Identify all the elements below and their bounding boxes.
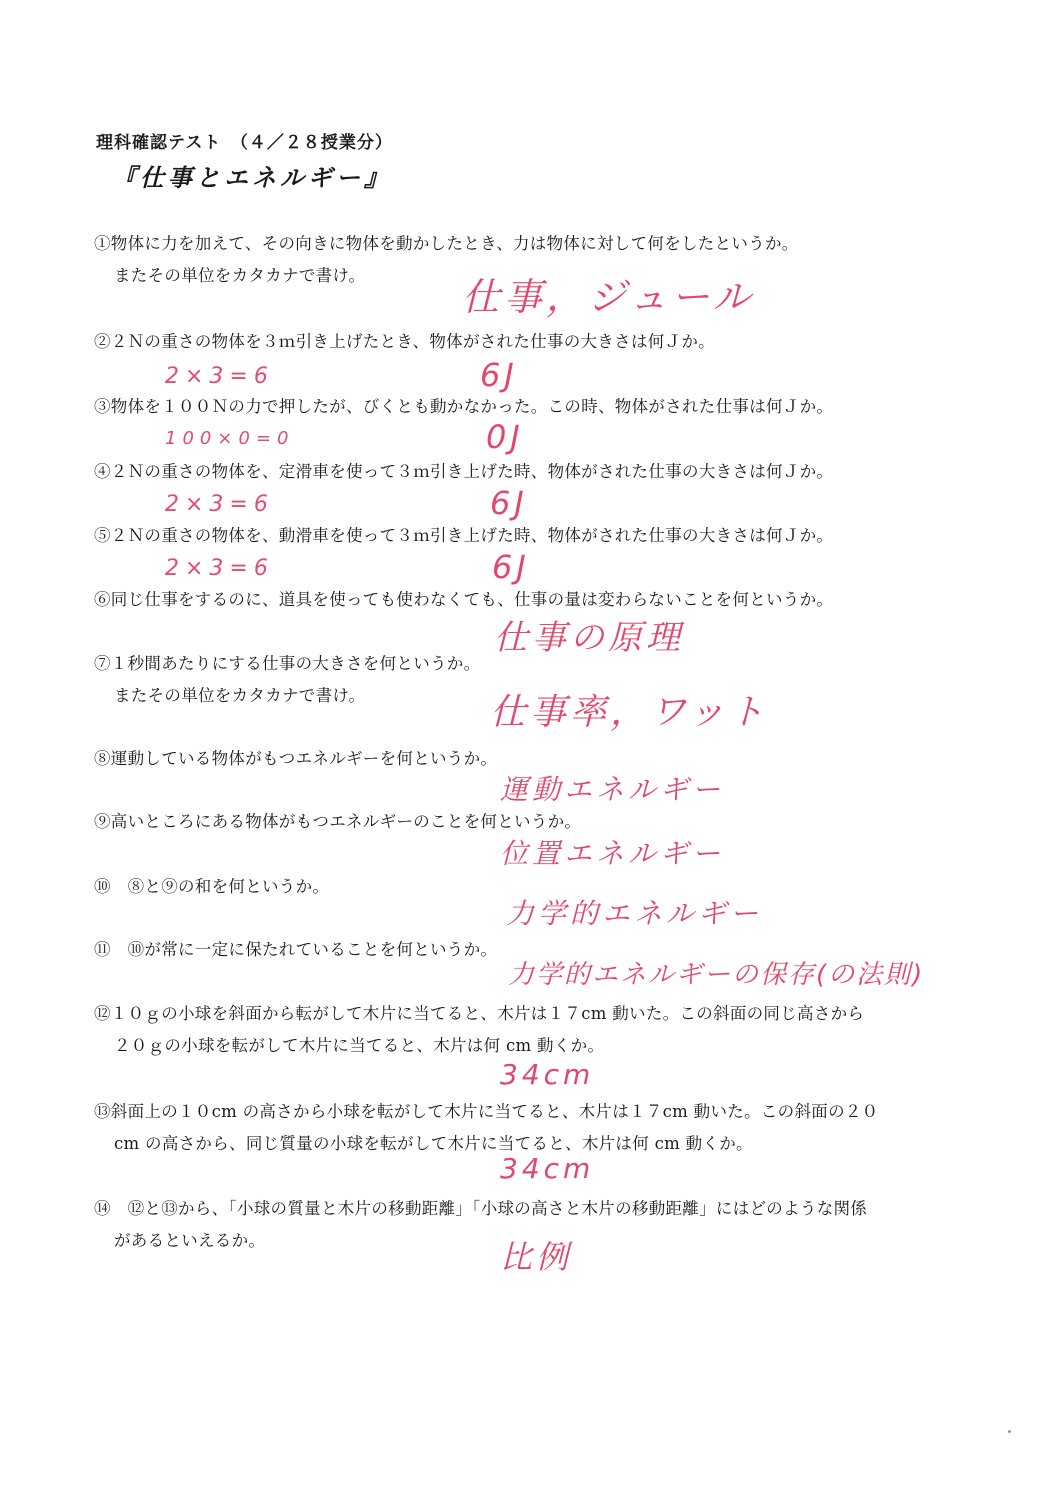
question-14-line2: があるといえるか。 [114, 1231, 266, 1250]
question-6: ⑥同じ仕事をするのに、道具を使っても使わなくても、仕事の量は変わらないことを何というか。 [94, 590, 834, 609]
scan-speck [1008, 1430, 1011, 1433]
answer-8: 運動エネルギー [500, 773, 725, 806]
calc-4: 2×3=6 [165, 492, 274, 517]
question-10: ⑩ ⑧と⑨の和を何というか。 [94, 877, 330, 896]
answer-12: 34cm [500, 1058, 595, 1091]
answer-7: 仕事率，ワット [490, 692, 769, 733]
calc-5: 2×3=6 [165, 556, 274, 581]
question-7: ⑦１秒間あたりにする仕事の大きさを何というか。 [94, 654, 481, 673]
question-13-line2: cm の高さから、同じ質量の小球を転がして木片に当てると、木片は何 cm 動くか。 [114, 1134, 753, 1153]
answer-13: 34cm [500, 1152, 595, 1185]
question-5: ⑤２Ｎの重さの物体を、動滑車を使って３ｍ引き上げた時、物体がされた仕事の大きさは何Ｊか。 [94, 526, 834, 545]
answer-10: 力学的エネルギー [506, 897, 763, 930]
question-4: ④２Ｎの重さの物体を、定滑車を使って３ｍ引き上げた時、物体がされた仕事の大きさは何Ｊか。 [94, 462, 834, 481]
question-1-line2: またその単位をカタカナで書け。 [114, 266, 366, 285]
question-3: ③物体を１００Ｎの力で押したが、びくとも動かなかった。この時、物体がされた仕事は何Ｊか。 [94, 397, 834, 416]
answer-3: 0J [486, 418, 524, 456]
question-14: ⑭ ⑫と⑬から、「小球の質量と木片の移動距離」「小球の高さと木片の移動距離」にはどのような関係 [94, 1199, 868, 1218]
answer-14: 比例 [500, 1238, 573, 1276]
question-8: ⑧運動している物体がもつエネルギーを何というか。 [94, 749, 498, 768]
question-2: ②２Ｎの重さの物体を３ｍ引き上げたとき、物体がされた仕事の大きさは何Ｊか。 [94, 332, 715, 351]
question-9: ⑨高いところにある物体がもつエネルギーのことを何というか。 [94, 812, 582, 831]
answer-11: 力学的エネルギーの保存(の法則) [508, 960, 925, 990]
answer-9: 位置エネルギー [500, 837, 725, 870]
question-12: ⑫１０ｇの小球を斜面から転がして木片に当てると、木片は１７cm 動いた。この斜面の同じ高さから [94, 1004, 865, 1023]
answer-6: 仕事の原理 [494, 618, 684, 658]
question-1: ①物体に力を加えて、その向きに物体を動かしたとき、力は物体に対して何をしたというか。 [94, 234, 799, 253]
calc-2: 2×3=6 [165, 364, 274, 389]
answer-5: 6J [492, 548, 530, 586]
question-7-line2: またその単位をカタカナで書け。 [114, 686, 366, 705]
question-12-line2: ２０ｇの小球を転がして木片に当てると、木片は何 cm 動くか。 [114, 1036, 605, 1055]
question-11: ⑪ ⑩が常に一定に保たれていることを何というか。 [94, 940, 498, 959]
calc-3: 100×0=0 [165, 428, 295, 449]
page-title: 『仕事とエネルギー』 [112, 164, 392, 192]
answer-1: 仕事，ジュール [462, 275, 755, 319]
answer-2: 6J [480, 356, 518, 394]
test-header: 理科確認テスト （４／２８授業分） [96, 133, 393, 153]
question-13: ⑬斜面上の１０cm の高さから小球を転がして木片に当てると、木片は１７cm 動いた。この斜面の２０ [94, 1102, 879, 1121]
answer-4: 6J [490, 484, 528, 522]
